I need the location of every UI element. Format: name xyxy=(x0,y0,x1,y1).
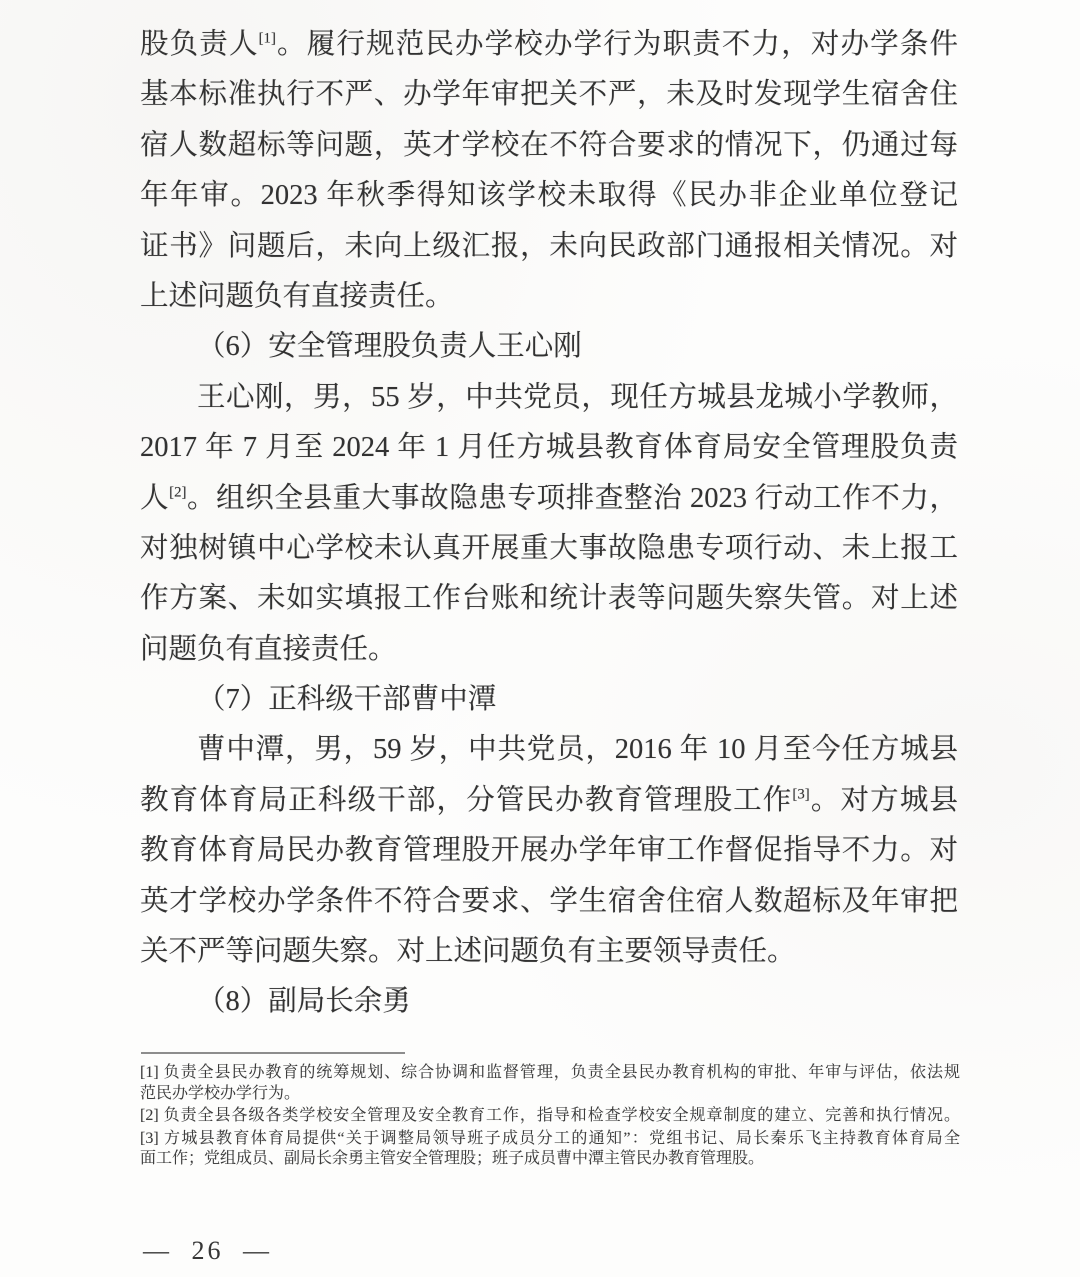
footnote xyxy=(140,1106,960,1127)
body-line: 作方案、未如实填报工作台账和统计表等问题失察失管。对上述 xyxy=(140,583,958,615)
footnote xyxy=(140,1063,960,1104)
body-line: 曹中潭，男，59 岁，中共党员，2016 年 10 月至今任方城县 xyxy=(197,734,958,766)
body-line: 2017 年 7 月至 2024 年 1 月任方城县教育体育局安全管理股负责 xyxy=(140,432,958,464)
footnote-ref: [2] xyxy=(169,484,187,501)
body-line: （8）副局长余勇 xyxy=(197,986,411,1018)
paragraph xyxy=(140,725,958,977)
body-line: 教育体育局民办教育管理股开展办学年审工作督促指导不力。对 xyxy=(140,835,958,867)
body-line: （6）安全管理股负责人王心刚 xyxy=(197,331,582,363)
body-line: 宿人数超标等问题，英才学校在不符合要求的情况下，仍通过每 xyxy=(140,129,958,161)
body-line: 关不严等问题失察。对上述问题负有主要领导责任。 xyxy=(140,936,796,968)
paragraph xyxy=(140,675,958,725)
paragraph xyxy=(140,373,958,675)
body-line: （7）正科级干部曹中潭 xyxy=(197,684,497,716)
footnote-divider xyxy=(141,1052,405,1054)
footnote-line: [2] 负责全县各级各类学校安全管理及安全教育工作，指导和检查学校安全规章制度的建立、完善和执行情况。 xyxy=(140,1107,960,1125)
body-line: 问题负有直接责任。 xyxy=(140,633,397,665)
page-number: — 26 — xyxy=(143,1236,272,1265)
footnote-line: 面工作；党组成员、副局长余勇主管安全管理股；班子成员曹中潭主管民办教育管理股。 xyxy=(140,1150,765,1168)
paragraph xyxy=(140,322,958,372)
body-line: 证书》问题后，未向上级汇报，未向民政部门通报相关情况。对 xyxy=(140,230,958,262)
footnote-line: 范民办学校办学行为。 xyxy=(140,1084,301,1102)
body-line: 上述问题负有直接责任。 xyxy=(140,280,454,312)
body-line: 年年审。2023 年秋季得知该学校未取得《民办非企业单位登记 xyxy=(140,180,958,212)
footnote-line: [3] 方城县教育体育局提供“关于调整局领导班子成员分工的通知”：党组书记、局长秦乐飞主持教育体育局全 xyxy=(140,1129,960,1147)
footnote xyxy=(140,1129,960,1170)
paragraph xyxy=(140,20,958,322)
body-line: 对独树镇中心学校未认真开展重大事故隐患专项行动、未上报工 xyxy=(140,532,958,564)
body-line: 人[2]。组织全县重大事故隐患专项排查整治 2023 行动工作不力， xyxy=(140,482,958,514)
footnote-ref: [3] xyxy=(792,786,810,803)
body-line: 王心刚，男，55 岁，中共党员，现任方城县龙城小学教师， xyxy=(197,381,958,413)
footnote-line: [1] 负责全县民办教育的统筹规划、综合协调和监督管理，负责全县民办教育机构的审批、年审与评估，依法规 xyxy=(140,1064,960,1081)
footnote-ref: [1] xyxy=(258,30,276,47)
body-line: 股负责人[1]。履行规范民办学校办学行为职责不力，对办学条件 xyxy=(140,29,958,60)
document-body xyxy=(140,20,958,1028)
body-line: 教育体育局正科级干部，分管民办教育管理股工作[3]。对方城县 xyxy=(140,784,958,816)
paragraph xyxy=(140,977,958,1027)
body-line: 基本标准执行不严、办学年审把关不严，未及时发现学生宿舍住 xyxy=(140,79,958,111)
footnotes-section xyxy=(140,1063,960,1172)
body-line: 英才学校办学条件不符合要求、学生宿舍住宿人数超标及年审把 xyxy=(140,885,958,917)
